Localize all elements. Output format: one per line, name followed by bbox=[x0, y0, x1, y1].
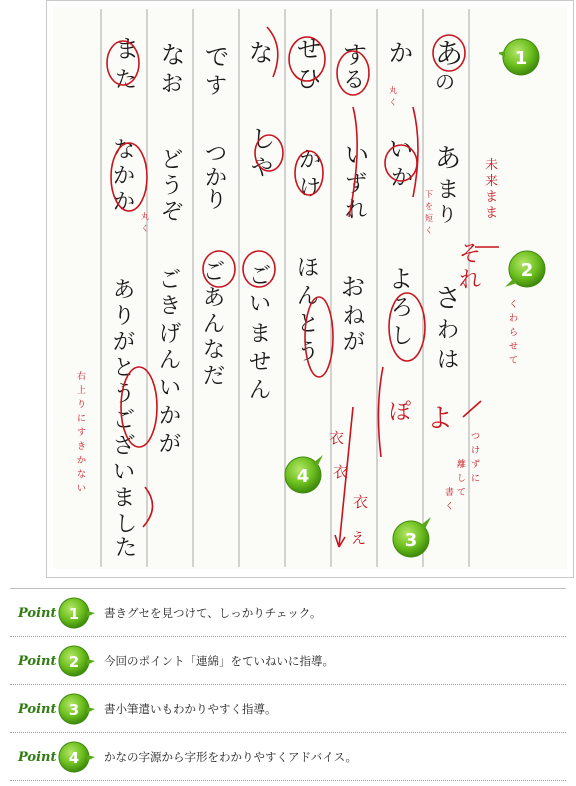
svg-text:ろ: ろ bbox=[391, 296, 414, 321]
svg-text:だ: だ bbox=[203, 364, 226, 389]
callout-2-icon bbox=[505, 247, 549, 291]
svg-text:を: を bbox=[425, 202, 433, 211]
point-item-1 bbox=[0, 590, 576, 636]
svg-text:れ: れ bbox=[345, 198, 368, 223]
svg-text:2: 2 bbox=[68, 653, 80, 671]
svg-text:4: 4 bbox=[68, 749, 80, 767]
svg-text:く: く bbox=[425, 226, 433, 235]
svg-text:す: す bbox=[77, 428, 87, 438]
svg-text:ん: ん bbox=[297, 284, 320, 309]
svg-text:り: り bbox=[77, 400, 87, 410]
svg-text:い: い bbox=[113, 460, 136, 485]
svg-text:や: や bbox=[251, 156, 274, 181]
point-4-badge-icon bbox=[56, 739, 96, 775]
svg-text:あ: あ bbox=[435, 37, 464, 70]
svg-text:あ: あ bbox=[203, 286, 226, 311]
svg-text:よ: よ bbox=[389, 265, 413, 293]
svg-text:す: す bbox=[343, 41, 367, 69]
svg-text:衣: 衣 bbox=[353, 493, 369, 511]
point-text: 書きグセを見つけて、しっかりチェック。 bbox=[104, 606, 322, 620]
svg-text:下: 下 bbox=[425, 190, 433, 199]
svg-text:つ: つ bbox=[471, 432, 481, 442]
svg-text:か: か bbox=[77, 456, 87, 466]
svg-text:か: か bbox=[113, 190, 136, 215]
svg-text:い: い bbox=[389, 135, 413, 163]
svg-text:ま: ま bbox=[113, 486, 136, 511]
svg-text:1: 1 bbox=[514, 48, 528, 69]
svg-text:上: 上 bbox=[77, 386, 87, 396]
svg-text:ざ: ざ bbox=[113, 434, 136, 459]
svg-text:来: 来 bbox=[485, 174, 499, 189]
point-label: Point bbox=[18, 605, 57, 621]
svg-text:に: に bbox=[77, 414, 87, 424]
svg-text:な: な bbox=[113, 138, 136, 163]
svg-text:わ: わ bbox=[437, 318, 460, 343]
svg-text:2: 2 bbox=[520, 260, 534, 281]
svg-text:3: 3 bbox=[404, 530, 418, 551]
svg-text:ま: ま bbox=[437, 178, 460, 203]
svg-text:な: な bbox=[77, 470, 87, 480]
svg-text:し: し bbox=[115, 512, 138, 537]
svg-text:い: い bbox=[159, 376, 182, 401]
svg-text:げ: げ bbox=[159, 322, 182, 347]
point-text: かなの字源から字形をわかりやすくアドバイス。 bbox=[104, 750, 357, 764]
svg-text:ひ: ひ bbox=[297, 65, 321, 93]
svg-text:ね: ね bbox=[343, 304, 366, 329]
svg-text:ら: ら bbox=[509, 328, 519, 338]
svg-text:右: 右 bbox=[77, 372, 87, 382]
svg-text:は: は bbox=[437, 348, 460, 373]
svg-text:1: 1 bbox=[68, 605, 80, 623]
svg-text:し: し bbox=[457, 474, 467, 484]
svg-text:ご: ご bbox=[249, 264, 272, 289]
callout-3-icon bbox=[389, 517, 433, 561]
svg-text:ぽ: ぽ bbox=[389, 400, 412, 425]
svg-text:く: く bbox=[445, 502, 455, 512]
point-label: Point bbox=[18, 749, 57, 765]
svg-text:い: い bbox=[249, 292, 272, 317]
svg-text:ま: ま bbox=[249, 322, 272, 347]
svg-text:ま: ま bbox=[485, 206, 499, 221]
svg-text:つ: つ bbox=[205, 142, 228, 167]
svg-text:り: り bbox=[437, 202, 457, 226]
svg-text:な: な bbox=[203, 338, 226, 363]
svg-text:る: る bbox=[343, 68, 366, 93]
svg-text:と: と bbox=[113, 356, 136, 381]
svg-text:が: が bbox=[159, 432, 182, 457]
svg-text:い: い bbox=[345, 141, 369, 169]
svg-text:未: 未 bbox=[485, 158, 499, 173]
svg-text:丸: 丸 bbox=[389, 86, 397, 95]
svg-text:せ: せ bbox=[249, 350, 272, 375]
point-divider bbox=[10, 732, 566, 733]
svg-text:4: 4 bbox=[296, 466, 310, 487]
svg-text:さ: さ bbox=[435, 284, 462, 314]
svg-text:ま: ま bbox=[115, 35, 139, 63]
svg-text:お: お bbox=[341, 273, 365, 301]
svg-text:う: う bbox=[161, 174, 184, 199]
svg-text:す: す bbox=[205, 74, 228, 99]
svg-text:く: く bbox=[141, 224, 149, 233]
svg-text:い: い bbox=[77, 484, 87, 494]
svg-text:り: り bbox=[205, 188, 228, 213]
svg-text:ん: ん bbox=[249, 378, 272, 403]
svg-text:な: な bbox=[249, 39, 273, 67]
svg-text:く: く bbox=[389, 98, 397, 107]
point-label: Point bbox=[18, 653, 57, 669]
svg-text:ん: ん bbox=[203, 312, 226, 337]
svg-text:衣: 衣 bbox=[333, 463, 349, 481]
point-1-badge-icon bbox=[56, 595, 96, 631]
points-top-divider bbox=[10, 588, 566, 589]
svg-text:ず: ず bbox=[345, 172, 368, 197]
svg-text:う: う bbox=[113, 382, 136, 407]
svg-text:と: と bbox=[297, 312, 320, 337]
svg-text:く: く bbox=[509, 300, 519, 310]
svg-text:わ: わ bbox=[509, 314, 519, 324]
svg-text:か: か bbox=[159, 404, 182, 429]
svg-text:せ: せ bbox=[509, 342, 519, 352]
point-2-badge-icon bbox=[56, 643, 96, 679]
svg-text:せ: せ bbox=[297, 35, 321, 63]
svg-text:き: き bbox=[77, 442, 87, 452]
svg-text:し: し bbox=[251, 125, 275, 153]
svg-text:け: け bbox=[299, 176, 322, 201]
svg-text:ま: ま bbox=[485, 190, 499, 205]
point-item-4 bbox=[0, 734, 576, 780]
svg-text:ど: ど bbox=[161, 148, 184, 173]
corrected-calligraphy-sheet bbox=[53, 7, 567, 569]
svg-text:ご: ご bbox=[113, 408, 136, 433]
svg-text:に: に bbox=[471, 474, 481, 484]
svg-text:か: か bbox=[113, 164, 136, 189]
point-text: 書小筆遣いもわかりやすく指導。 bbox=[104, 702, 277, 716]
svg-text:丸: 丸 bbox=[141, 212, 149, 221]
svg-text:そ: そ bbox=[459, 242, 482, 267]
svg-text:が: が bbox=[113, 330, 136, 355]
svg-text:た: た bbox=[115, 68, 138, 93]
point-3-badge-icon bbox=[56, 691, 96, 727]
svg-text:た: た bbox=[115, 536, 138, 561]
point-text: 今回のポイント「連綿」をていねいに指導。 bbox=[104, 654, 334, 668]
svg-text:な: な bbox=[161, 41, 185, 69]
svg-text:て: て bbox=[509, 356, 519, 366]
svg-text:う: う bbox=[297, 340, 320, 365]
svg-text:て: て bbox=[457, 488, 467, 498]
svg-text:あ: あ bbox=[113, 278, 136, 303]
svg-text:ぞ: ぞ bbox=[161, 200, 184, 225]
svg-text:え: え bbox=[351, 529, 367, 547]
svg-text:衣: 衣 bbox=[329, 429, 345, 447]
svg-text:書: 書 bbox=[445, 488, 455, 498]
svg-text:し: し bbox=[391, 324, 414, 349]
point-label: Point bbox=[18, 701, 57, 717]
svg-text:き: き bbox=[159, 294, 182, 319]
svg-text:れ: れ bbox=[459, 268, 482, 293]
point-item-2 bbox=[0, 638, 576, 684]
svg-text:ず: ず bbox=[471, 460, 481, 470]
svg-text:で: で bbox=[205, 43, 229, 71]
svg-text:か: か bbox=[205, 166, 228, 191]
svg-text:か: か bbox=[389, 39, 413, 67]
svg-text:あ: あ bbox=[435, 144, 462, 174]
svg-text:が: が bbox=[343, 330, 366, 355]
svg-text:ん: ん bbox=[159, 348, 182, 373]
callout-4-icon bbox=[281, 453, 325, 497]
svg-text:ご: ご bbox=[159, 268, 182, 293]
svg-text:け: け bbox=[471, 446, 481, 456]
svg-text:ほ: ほ bbox=[297, 256, 320, 281]
point-divider bbox=[10, 636, 566, 637]
svg-text:お: お bbox=[161, 72, 184, 97]
point-divider bbox=[10, 684, 566, 685]
svg-text:3: 3 bbox=[68, 701, 80, 719]
svg-text:り: り bbox=[113, 304, 136, 329]
svg-text:離: 離 bbox=[457, 460, 467, 470]
callout-1-icon bbox=[499, 35, 543, 79]
svg-text:ご: ご bbox=[203, 260, 226, 285]
svg-text:短: 短 bbox=[425, 214, 433, 223]
svg-text:の: の bbox=[435, 70, 455, 94]
worksheet-frame bbox=[46, 0, 574, 578]
svg-text:か: か bbox=[299, 148, 322, 173]
point-item-3 bbox=[0, 686, 576, 732]
svg-text:か: か bbox=[391, 166, 414, 191]
svg-text:よ: よ bbox=[427, 404, 454, 434]
point-divider bbox=[10, 780, 566, 781]
